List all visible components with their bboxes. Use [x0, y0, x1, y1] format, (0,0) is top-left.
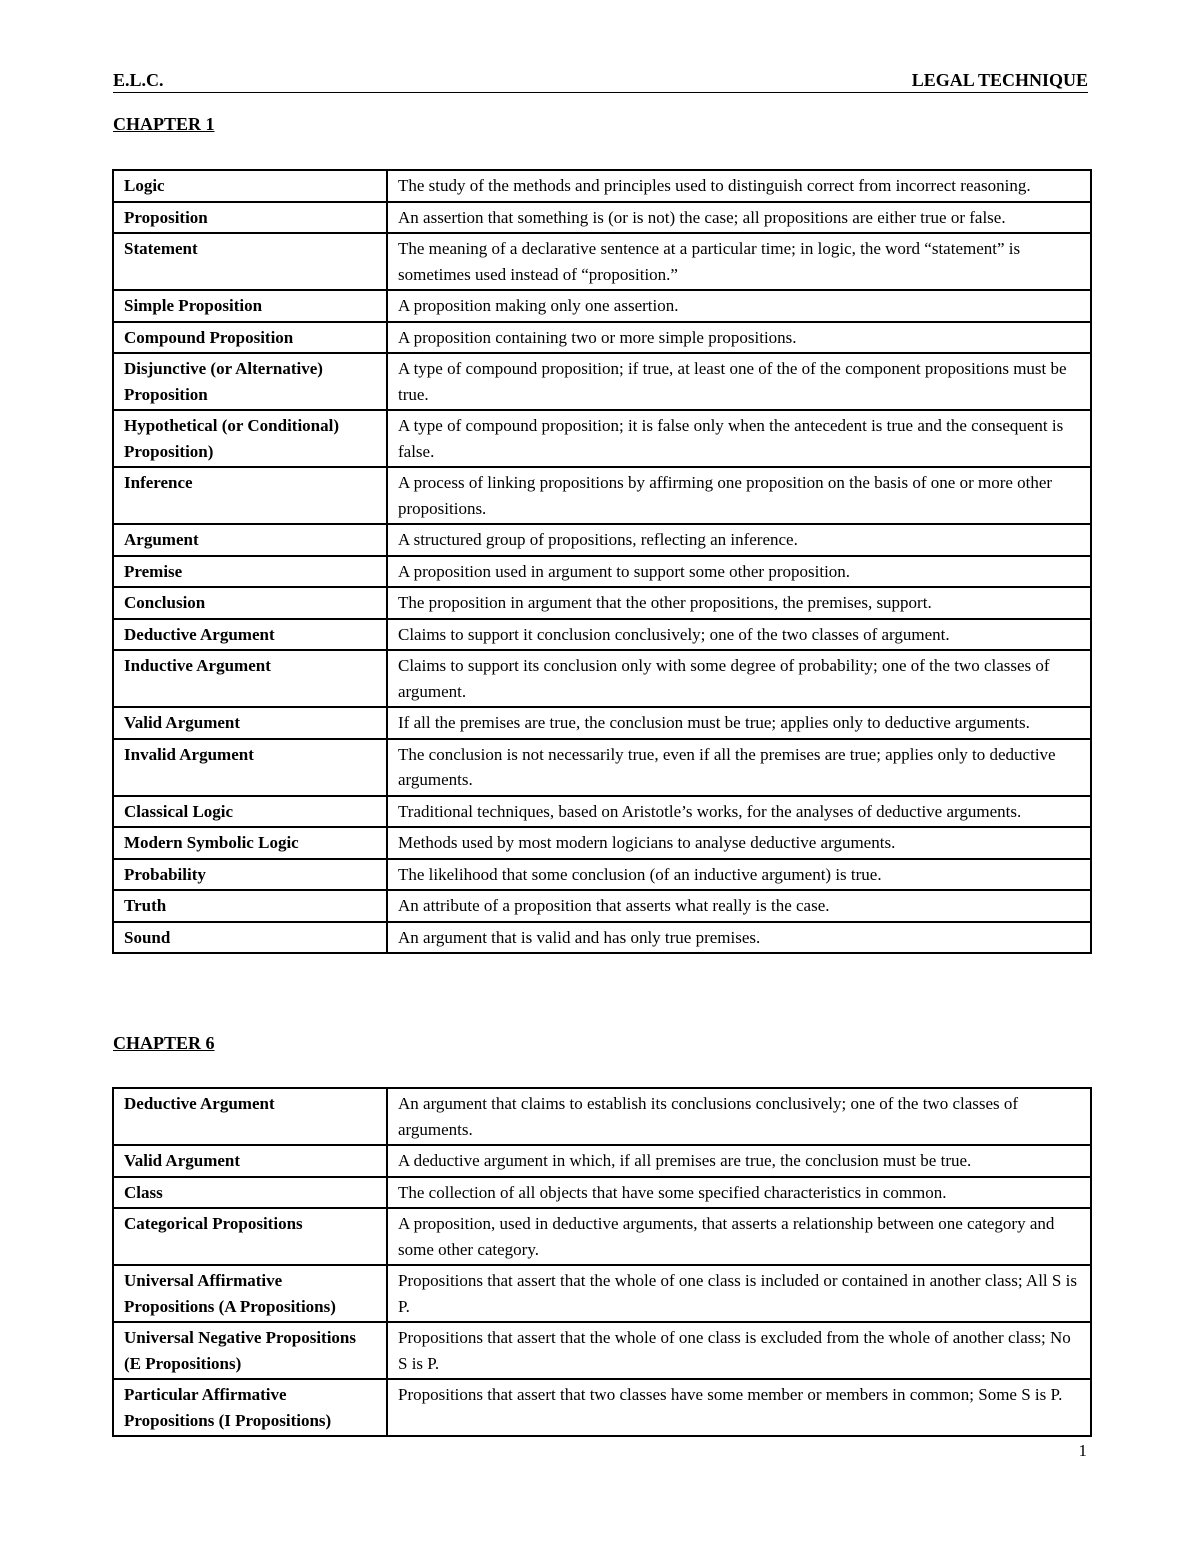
term-cell: Universal Negative Propositions (E Propositions) [113, 1322, 387, 1379]
table-row [113, 202, 1091, 234]
table-row [113, 827, 1091, 859]
term-cell: Inductive Argument [113, 650, 387, 707]
definition-cell: A deductive argument in which, if all premises are true, the conclusion must be true. [387, 1145, 1091, 1177]
term-cell: Categorical Propositions [113, 1208, 387, 1265]
term-cell: Class [113, 1177, 387, 1209]
definition-cell: An argument that claims to establish its conclusions conclusively; one of the two classes of arguments. [387, 1088, 1091, 1145]
table-row [113, 524, 1091, 556]
term-cell: Conclusion [113, 587, 387, 619]
table-row [113, 322, 1091, 354]
definition-cell: Propositions that assert that two classes have some member or members in common; Some S is P. [387, 1379, 1091, 1436]
definition-cell: A process of linking propositions by affirming one proposition on the basis of one or more other propositions. [387, 467, 1091, 524]
table-row [113, 170, 1091, 202]
definition-cell: Claims to support it conclusion conclusively; one of the two classes of argument. [387, 619, 1091, 651]
page-header [113, 70, 1088, 93]
definition-cell: The proposition in argument that the other propositions, the premises, support. [387, 587, 1091, 619]
definition-cell: A type of compound proposition; if true, at least one of the of the component propositions must be true. [387, 353, 1091, 410]
definition-cell: Propositions that assert that the whole of one class is excluded from the whole of another class; No S is P. [387, 1322, 1091, 1379]
term-cell: Premise [113, 556, 387, 588]
term-cell: Logic [113, 170, 387, 202]
chapter-1-heading: CHAPTER 1 [113, 114, 215, 134]
term-cell: Simple Proposition [113, 290, 387, 322]
term-cell: Invalid Argument [113, 739, 387, 796]
term-cell: Proposition [113, 202, 387, 234]
term-cell: Probability [113, 859, 387, 891]
table-row [113, 587, 1091, 619]
definition-cell: An attribute of a proposition that asserts what really is the case. [387, 890, 1091, 922]
table-row [113, 922, 1091, 954]
table-row [113, 859, 1091, 891]
definition-cell: Methods used by most modern logicians to analyse deductive arguments. [387, 827, 1091, 859]
definition-cell: A proposition making only one assertion. [387, 290, 1091, 322]
table-row [113, 739, 1091, 796]
table-row [113, 1322, 1091, 1379]
definition-cell: Propositions that assert that the whole of one class is included or contained in another class; All S is P. [387, 1265, 1091, 1322]
term-cell: Hypothetical (or Conditional) Proposition) [113, 410, 387, 467]
table-row [113, 290, 1091, 322]
term-cell: Truth [113, 890, 387, 922]
definition-cell: An argument that is valid and has only true premises. [387, 922, 1091, 954]
term-cell: Argument [113, 524, 387, 556]
header-left-text: E.L.C. [113, 70, 164, 90]
term-cell: Modern Symbolic Logic [113, 827, 387, 859]
table-row [113, 1265, 1091, 1322]
page-number: 1 [1078, 1441, 1087, 1460]
chapter-6-heading: CHAPTER 6 [113, 1033, 215, 1053]
chapter-1-table-body [113, 170, 1091, 953]
term-cell: Sound [113, 922, 387, 954]
definition-cell: The study of the methods and principles used to distinguish correct from incorrect reasoning. [387, 170, 1091, 202]
table-row [113, 410, 1091, 467]
table-row [113, 233, 1091, 290]
definition-cell: The conclusion is not necessarily true, even if all the premises are true; applies only to deductive arguments. [387, 739, 1091, 796]
term-cell: Particular Affirmative Propositions (I Propositions) [113, 1379, 387, 1436]
term-cell: Universal Affirmative Propositions (A Propositions) [113, 1265, 387, 1322]
definition-cell: A type of compound proposition; it is false only when the antecedent is true and the consequent is false. [387, 410, 1091, 467]
table-row [113, 1088, 1091, 1145]
term-cell: Valid Argument [113, 1145, 387, 1177]
term-cell: Compound Proposition [113, 322, 387, 354]
definition-cell: The likelihood that some conclusion (of an inductive argument) is true. [387, 859, 1091, 891]
table-row [113, 353, 1091, 410]
header-right-text: LEGAL TECHNIQUE [911, 70, 1088, 90]
definition-cell: A proposition used in argument to support some other proposition. [387, 556, 1091, 588]
chapter-6-glossary-table [112, 1087, 1092, 1437]
chapter-1-glossary-table [112, 169, 1092, 954]
table-row [113, 619, 1091, 651]
term-cell: Deductive Argument [113, 619, 387, 651]
table-row [113, 1177, 1091, 1209]
table-row [113, 890, 1091, 922]
term-cell: Valid Argument [113, 707, 387, 739]
table-row [113, 1208, 1091, 1265]
term-cell: Inference [113, 467, 387, 524]
definition-cell: A structured group of propositions, reflecting an inference. [387, 524, 1091, 556]
table-row [113, 796, 1091, 828]
table-row [113, 1379, 1091, 1436]
table-row [113, 707, 1091, 739]
term-cell: Classical Logic [113, 796, 387, 828]
definition-cell: Claims to support its conclusion only with some degree of probability; one of the two classes of argument. [387, 650, 1091, 707]
definition-cell: If all the premises are true, the conclusion must be true; applies only to deductive arguments. [387, 707, 1091, 739]
term-cell: Statement [113, 233, 387, 290]
definition-cell: The collection of all objects that have some specified characteristics in common. [387, 1177, 1091, 1209]
definition-cell: A proposition, used in deductive arguments, that asserts a relationship between one category and some other category. [387, 1208, 1091, 1265]
chapter-6-table-body [113, 1088, 1091, 1436]
definition-cell: Traditional techniques, based on Aristotle’s works, for the analyses of deductive arguments. [387, 796, 1091, 828]
term-cell: Deductive Argument [113, 1088, 387, 1145]
table-row [113, 556, 1091, 588]
table-row [113, 467, 1091, 524]
table-row [113, 1145, 1091, 1177]
table-row [113, 650, 1091, 707]
definition-cell: A proposition containing two or more simple propositions. [387, 322, 1091, 354]
definition-cell: An assertion that something is (or is not) the case; all propositions are either true or false. [387, 202, 1091, 234]
definition-cell: The meaning of a declarative sentence at a particular time; in logic, the word “statement” is sometimes used instead of “proposition.” [387, 233, 1091, 290]
term-cell: Disjunctive (or Alternative) Proposition [113, 353, 387, 410]
